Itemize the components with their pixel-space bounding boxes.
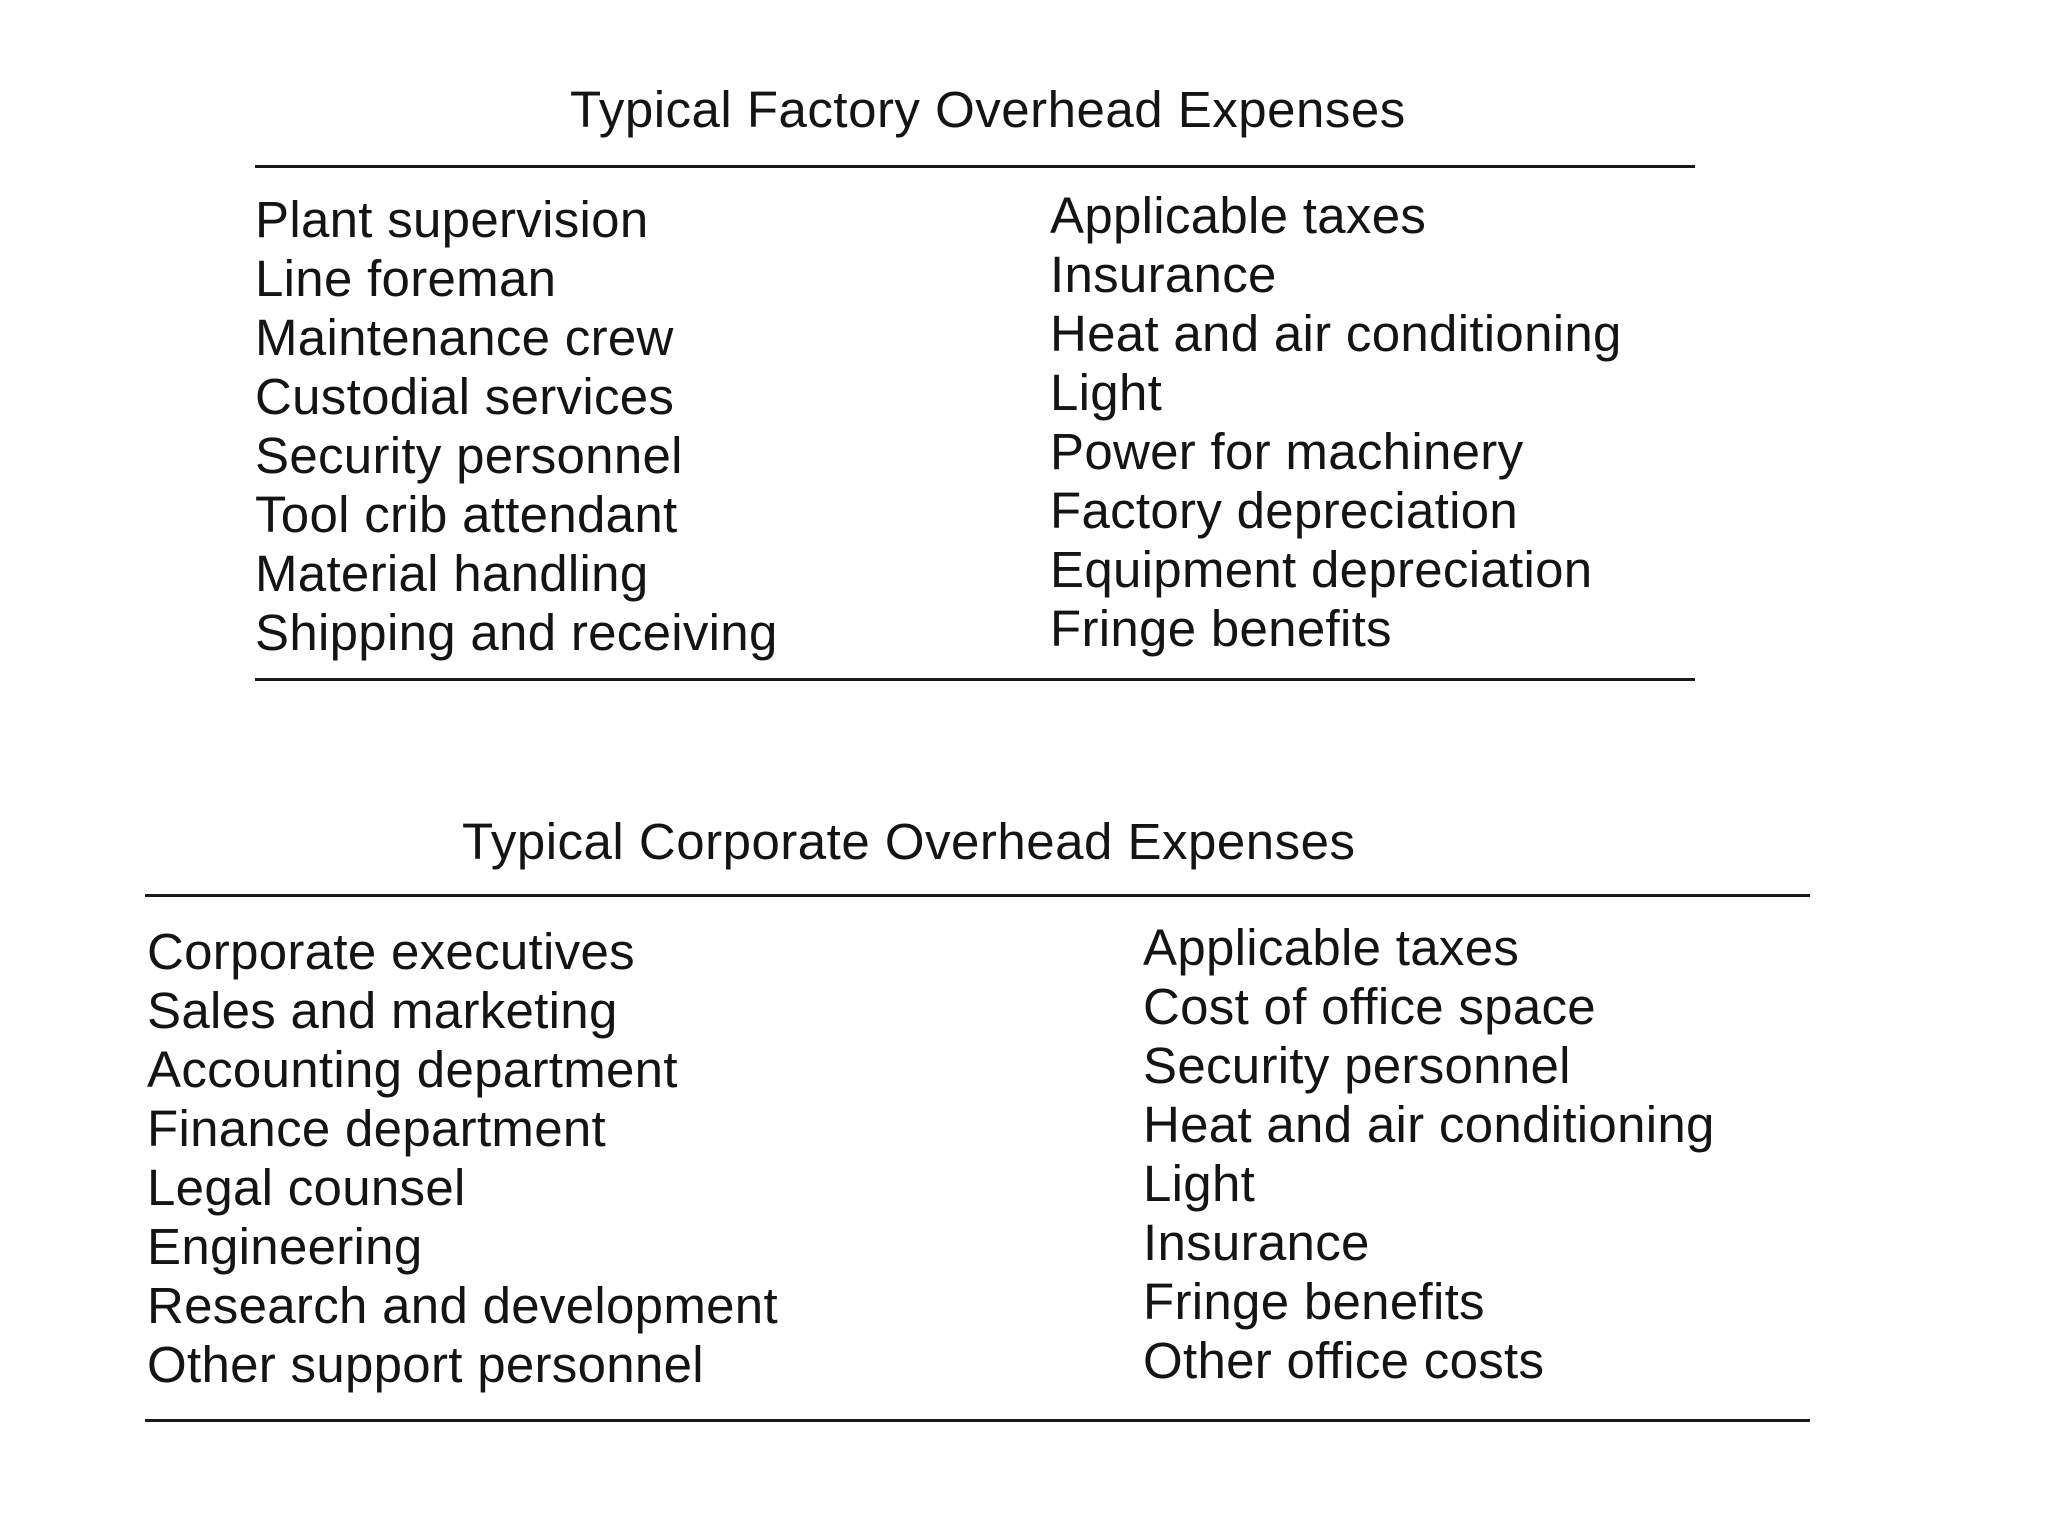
corporate-top-rule (145, 894, 1810, 897)
list-item: Other office costs (1143, 1332, 1545, 1389)
list-item: Line foreman (255, 250, 557, 307)
list-item: Light (1050, 364, 1163, 421)
list-item: Cost of office space (1143, 978, 1596, 1035)
list-item: Fringe benefits (1050, 600, 1392, 657)
list-item: Custodial services (255, 368, 675, 425)
list-item: Insurance (1050, 246, 1277, 303)
list-item: Engineering (147, 1218, 423, 1275)
list-item: Security personnel (1143, 1037, 1571, 1094)
list-item: Maintenance crew (255, 309, 674, 366)
corporate-left-column (147, 922, 778, 1394)
corporate-right-column (1143, 918, 1715, 1390)
list-item: Other support personnel (147, 1336, 704, 1393)
list-item: Power for machinery (1050, 423, 1524, 480)
list-item: Research and development (147, 1277, 778, 1334)
list-item: Finance department (147, 1100, 606, 1157)
list-item: Heat and air conditioning (1050, 305, 1622, 362)
list-item: Tool crib attendant (255, 486, 678, 543)
list-item: Applicable taxes (1050, 187, 1427, 244)
list-item: Plant supervision (255, 191, 649, 248)
list-item: Security personnel (255, 427, 683, 484)
list-item: Material handling (255, 545, 649, 602)
factory-table-title: Typical Factory Overhead Expenses (570, 81, 1406, 138)
list-item: Shipping and receiving (255, 604, 778, 661)
list-item: Heat and air conditioning (1143, 1096, 1715, 1153)
list-item: Corporate executives (147, 923, 635, 980)
list-item: Legal counsel (147, 1159, 466, 1216)
list-item: Applicable taxes (1143, 919, 1520, 976)
list-item: Insurance (1143, 1214, 1370, 1271)
list-item: Fringe benefits (1143, 1273, 1485, 1330)
corporate-bottom-rule (145, 1419, 1810, 1422)
list-item: Equipment depreciation (1050, 541, 1593, 598)
list-item: Factory depreciation (1050, 482, 1519, 539)
list-item: Accounting department (147, 1041, 678, 1098)
list-item: Light (1143, 1155, 1256, 1212)
corporate-table-title: Typical Corporate Overhead Expenses (462, 813, 1356, 870)
list-item: Sales and marketing (147, 982, 618, 1039)
